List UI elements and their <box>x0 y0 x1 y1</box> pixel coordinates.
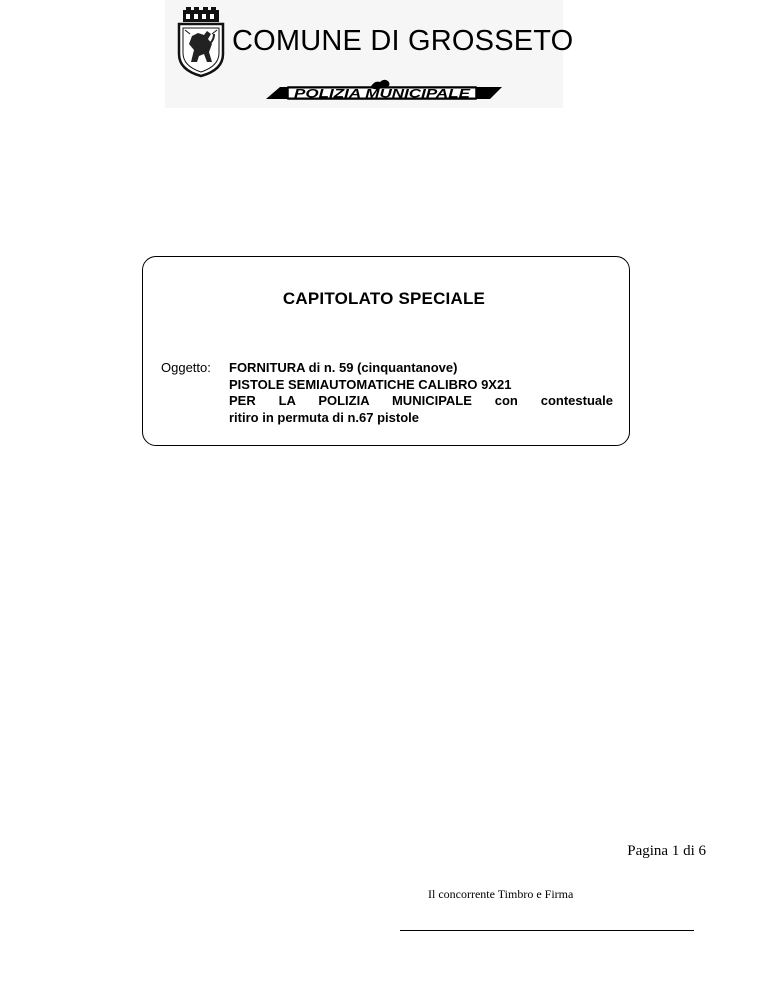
polizia-municipale-logo <box>266 78 502 102</box>
comune-title: COMUNE DI GROSSETO <box>232 25 574 57</box>
oggetto-line: PER LA POLIZIA MUNICIPALE con contestuale <box>229 393 613 408</box>
oggetto-line: FORNITURA di n. 59 (cinquantanove) <box>229 360 458 375</box>
svg-text:POLIZIA MUNICIPALE: POLIZIA MUNICIPALE <box>294 86 472 101</box>
document-title: CAPITOLATO SPECIALE <box>282 289 486 308</box>
coat-of-arms-icon <box>174 6 228 78</box>
oggetto-label: Oggetto: <box>161 360 211 375</box>
signature-line <box>400 930 694 931</box>
page-number: Pagina 1 di 6 <box>627 843 706 859</box>
oggetto-text <box>229 360 613 426</box>
oggetto-line: PISTOLE SEMIAUTOMATICHE CALIBRO 9X21 <box>229 376 512 392</box>
oggetto-line: ritiro in permuta di n.67 pistole <box>229 409 419 425</box>
signature-label: Il concorrente Timbro e Firma <box>428 887 574 901</box>
